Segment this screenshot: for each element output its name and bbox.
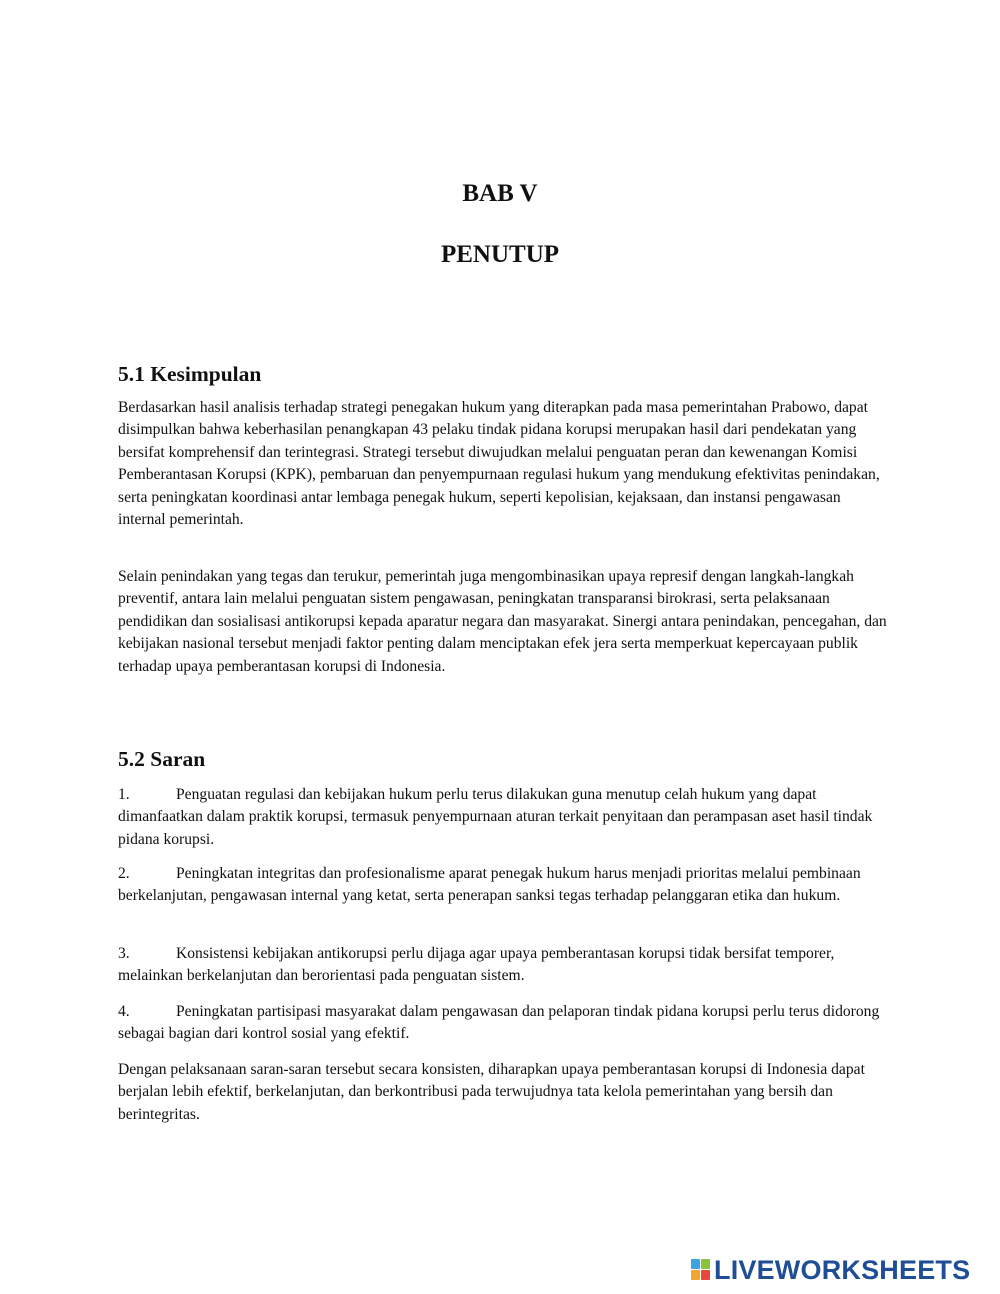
saran-list-item: [118, 863, 888, 908]
saran-list-item: [118, 784, 888, 851]
kesimpulan-paragraph: Selain penindakan yang tegas dan terukur, pemerintah juga mengombinasikan upaya represif dengan langkah-langkah preventif, antara lain melalui penguatan sistem pengawasan, peningkatan transparansi birokrasi, serta pelaksanaan pendidikan dan sosialisasi antikorupsi kepada aparatur negara dan masyarakat. Sinergi antara penindakan, pencegahan, dan kebijakan nasional tersebut menjadi faktor penting dalam menciptakan efek jera serta memperkuat kepercayaan publik terhadap upaya pemberantasan korupsi di Indonesia.: [118, 568, 887, 675]
chapter-title: PENUTUP: [440, 241, 560, 268]
list-item-text: Peningkatan partisipasi masyarakat dalam pengawasan dan pelaporan tindak pidana korupsi perlu terus didorong sebagai bagian dari kontrol sosial yang efektif.: [118, 1003, 880, 1043]
list-item-text: Konsistensi kebijakan antikorupsi perlu dijaga agar upaya pemberantasan korupsi tidak bersifat temporer, melainkan berkelanjutan dan berorientasi pada penguatan sistem.: [118, 945, 835, 985]
liveworksheets-watermark: [691, 1255, 970, 1285]
saran-list-item: [118, 943, 888, 988]
chapter-number: BAB V: [462, 180, 538, 207]
list-item-text: Peningkatan integritas dan profesionalisme aparat penegak hukum harus menjadi prioritas melalui pembinaan berkelanjutan, pengawasan internal yang ketat, serta penerapan sanksi tegas terhadap pelanggaran etika dan hukum.: [118, 865, 861, 905]
liveworksheets-logo-icon: [691, 1259, 711, 1281]
list-item-number: 2.: [118, 865, 130, 882]
kesimpulan-paragraph: Berdasarkan hasil analisis terhadap strategi penegakan hukum yang diterapkan pada masa pemerintahan Prabowo, dapat disimpulkan bahwa keberhasilan penangkapan 43 pelaku tindak pidana korupsi merupakan hasil dari pendekatan yang bersifat komprehensif dan terintegrasi. Strategi tersebut diwujudkan melalui penguatan peran dan kewenangan Komisi Pemberantasan Korupsi (KPK), pembaruan dan penyempurnaan regulasi hukum yang mendukung efektivitas penindakan, serta peningkatan koordinasi antar lembaga penegak hukum, seperti kepolisian, kejaksaan, dan instansi pengawasan internal pemerintah.: [118, 399, 880, 529]
list-item-text: Penguatan regulasi dan kebijakan hukum perlu terus dilakukan guna menutup celah hukum yang dapat dimanfaatkan dalam praktik korupsi, termasuk penyempurnaan aturan terkait penyitaan dan perampasan aset hasil tindak pidana korupsi.: [118, 786, 873, 848]
saran-closing-paragraph: Dengan pelaksanaan saran-saran tersebut secara konsisten, diharapkan upaya pemberantasan korupsi di Indonesia dapat berjalan lebih efektif, berkelanjutan, dan berkontribusi pada terwujudnya tata kelola pemerintahan yang bersih dan berintegritas.: [118, 1061, 865, 1123]
watermark-text: LIVEWORKSHEETS: [714, 1255, 971, 1285]
list-item-number: 1.: [118, 786, 130, 803]
saran-list-item: [118, 1001, 888, 1046]
section-heading-kesimpulan: 5.1 Kesimpulan: [118, 362, 262, 386]
list-item-number: 4.: [118, 1003, 130, 1020]
list-item-number: 3.: [118, 945, 130, 962]
section-heading-saran: 5.2 Saran: [118, 747, 206, 771]
